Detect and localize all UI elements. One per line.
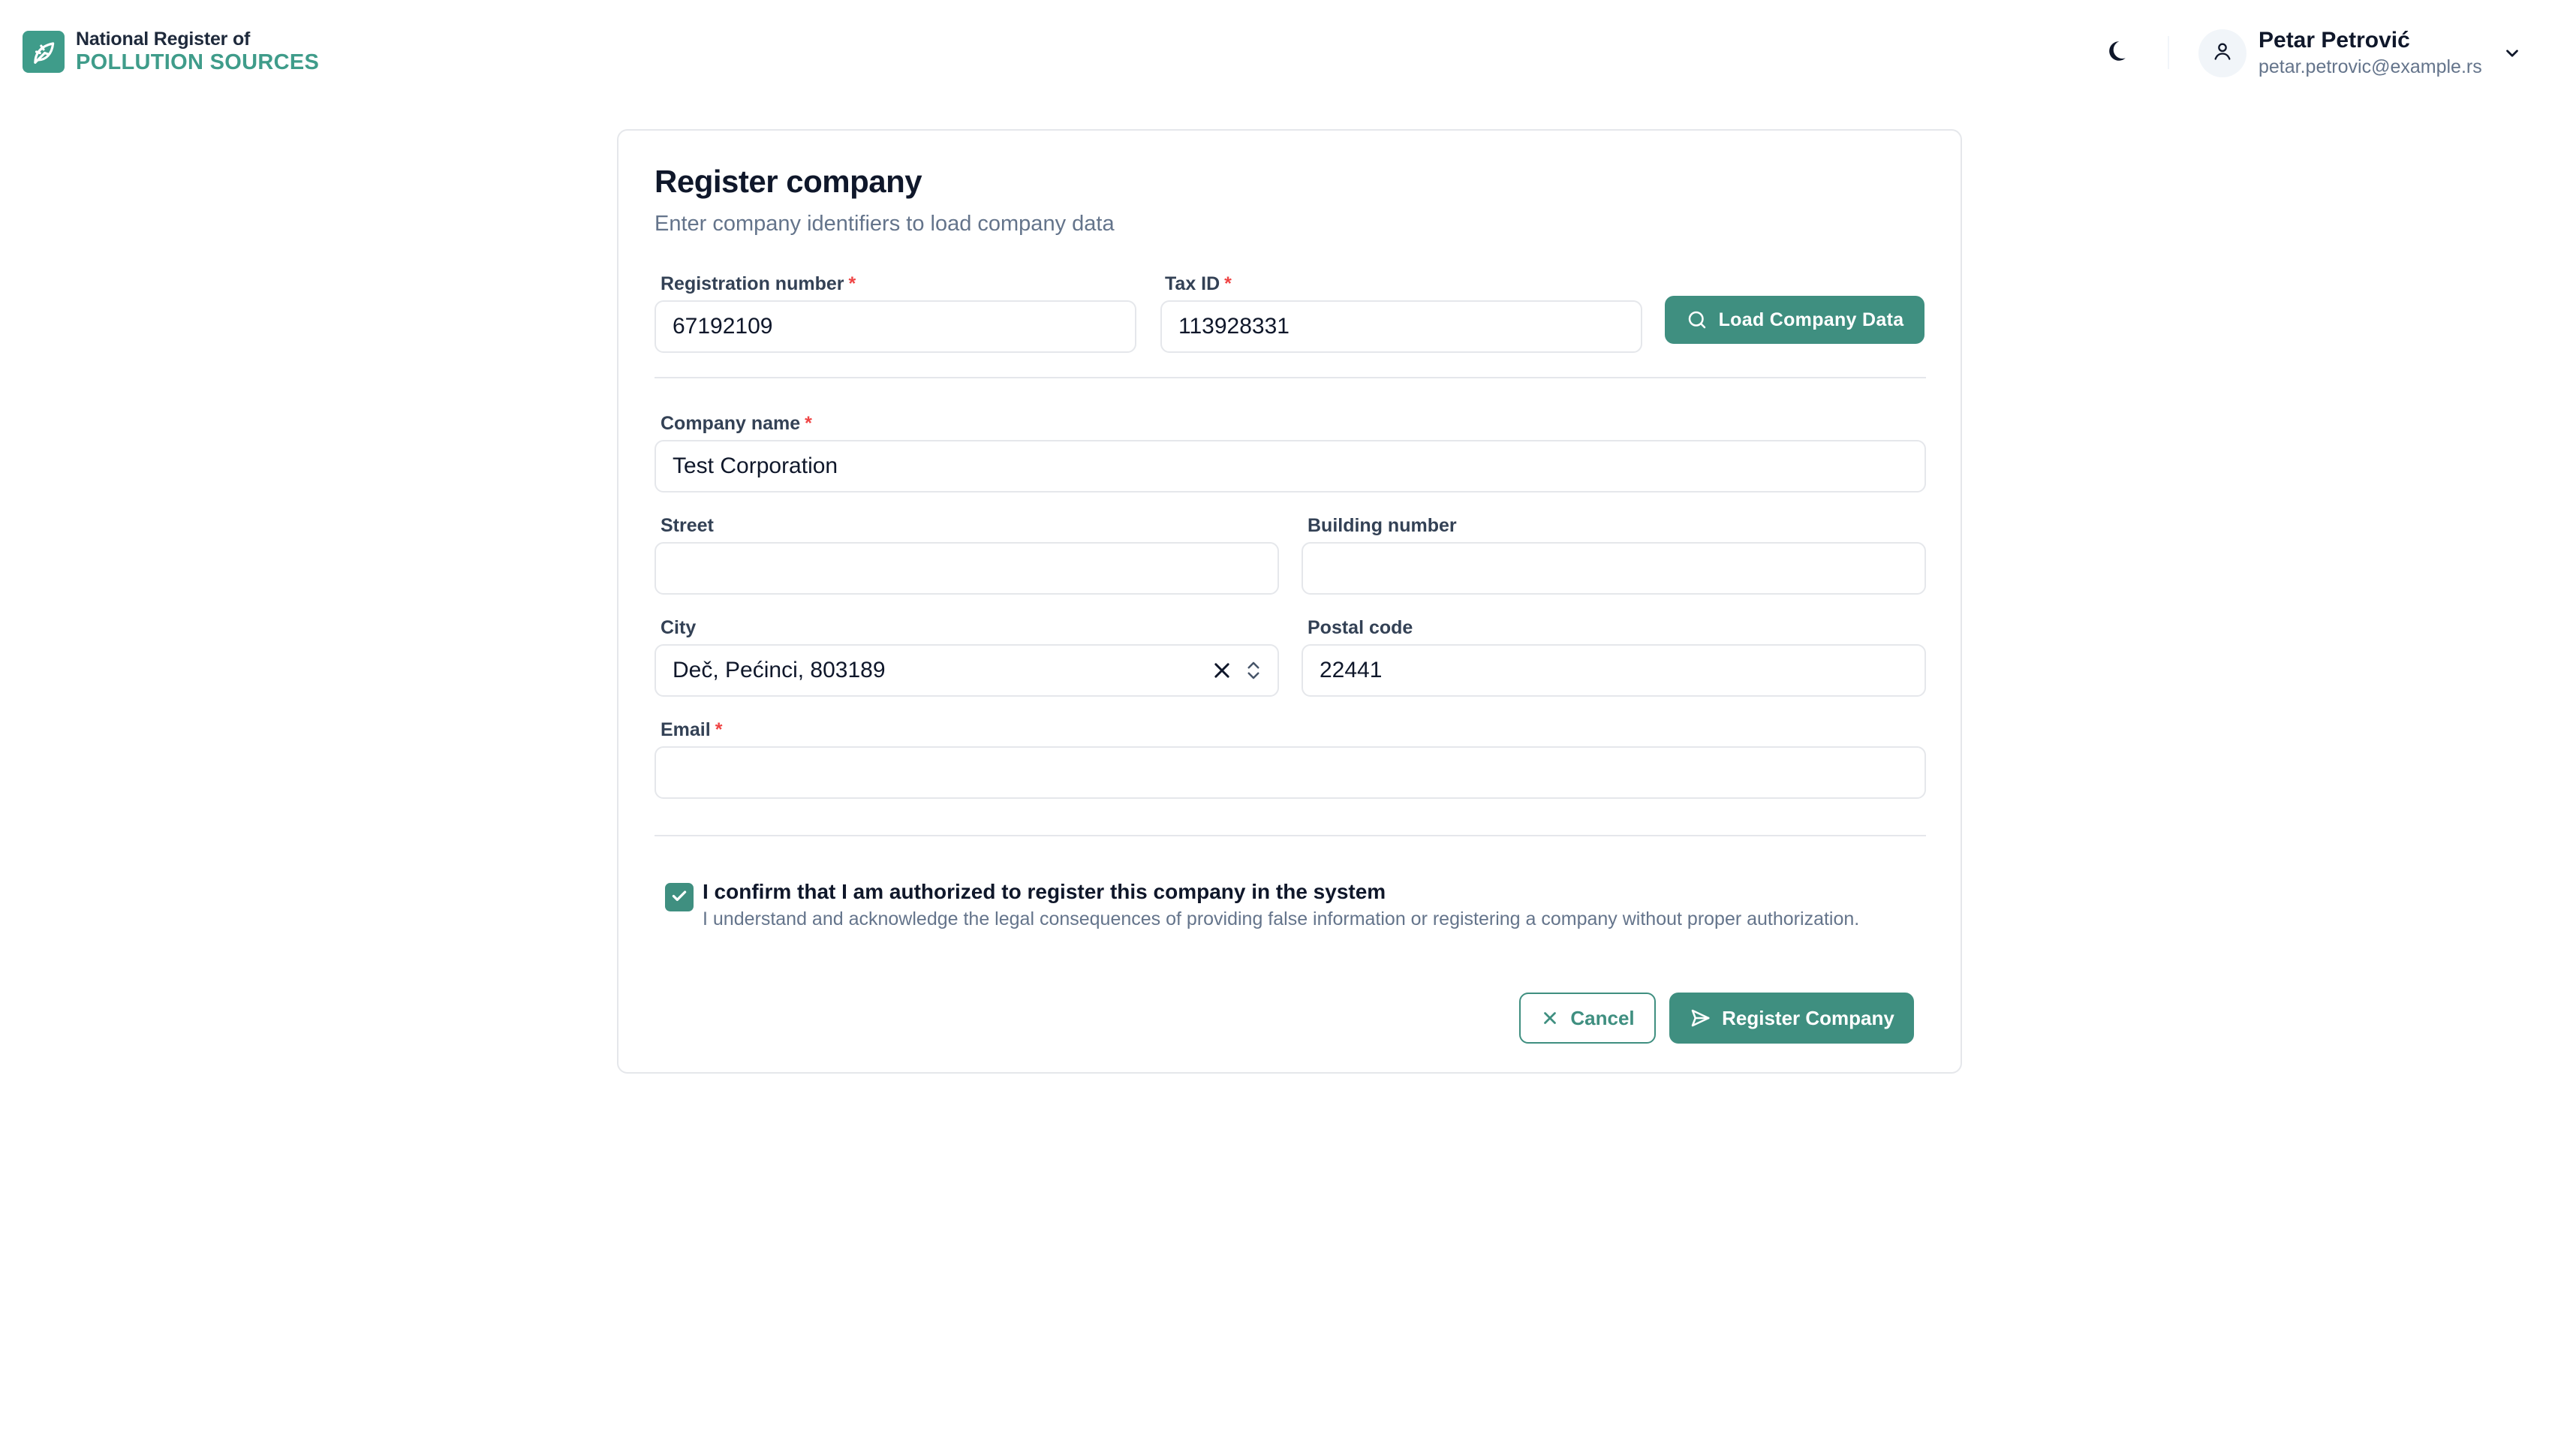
required-marker: * <box>1224 273 1232 294</box>
tax-id-label <box>1165 273 1232 295</box>
city-select[interactable] <box>655 644 1279 697</box>
authorization-checkbox[interactable] <box>665 883 694 911</box>
postal-code-label: Postal code <box>1308 617 1413 638</box>
user-menu[interactable] <box>2198 28 2524 78</box>
logo-subtitle: POLLUTION SOURCES <box>76 50 320 74</box>
avatar <box>2198 29 2246 77</box>
section-divider <box>655 377 1926 378</box>
building-number-input[interactable] <box>1302 542 1926 595</box>
check-icon <box>670 886 689 909</box>
send-icon <box>1689 1007 1711 1029</box>
cancel-button[interactable] <box>1519 993 1656 1044</box>
register-company-label: Register Company <box>1722 1006 1894 1029</box>
user-name: Petar Petrović <box>2259 28 2410 53</box>
close-icon <box>1540 1008 1560 1028</box>
tax-id-value: 113928331 <box>1178 314 1290 339</box>
email-label <box>661 719 722 741</box>
building-number-label: Building number <box>1308 515 1457 536</box>
register-company-card <box>617 129 1962 1074</box>
logo[interactable] <box>23 30 319 74</box>
section-divider <box>655 835 1926 836</box>
header-divider <box>2168 36 2169 69</box>
user-email: petar.petrovic@example.rs <box>2259 56 2482 77</box>
theme-toggle-button[interactable] <box>2099 36 2132 69</box>
page-title: Register company <box>655 164 922 199</box>
registration-number-label-text: Registration number <box>661 273 844 294</box>
company-name-label-text: Company name <box>661 413 801 434</box>
logo-title: National Register of <box>76 29 251 50</box>
cancel-label: Cancel <box>1570 1006 1635 1029</box>
required-marker: * <box>848 273 856 294</box>
app-header <box>0 0 2576 105</box>
register-company-button[interactable] <box>1669 993 1914 1044</box>
load-company-data-label: Load Company Data <box>1718 309 1904 330</box>
chevron-down-icon[interactable] <box>2500 41 2524 65</box>
user-icon <box>2212 41 2233 65</box>
moon-icon <box>2103 38 2129 68</box>
postal-code-input[interactable] <box>1302 644 1926 697</box>
company-name-label <box>661 413 812 435</box>
authorization-description: I understand and acknowledge the legal consequences of providing false information or registering a company without proper authorization. <box>703 908 1860 929</box>
required-marker: * <box>715 719 723 740</box>
street-label: Street <box>661 515 714 536</box>
registration-number-input[interactable] <box>655 300 1136 353</box>
leaf-icon <box>23 31 65 73</box>
required-marker: * <box>805 413 812 434</box>
email-label-text: Email <box>661 719 711 740</box>
city-label: City <box>661 617 697 638</box>
load-company-data-button[interactable] <box>1665 296 1924 344</box>
city-value: Deč, Pećinci, 803189 <box>673 658 886 682</box>
registration-number-value: 67192109 <box>673 314 773 339</box>
authorization-label[interactable]: I confirm that I am authorized to register this company in the system <box>703 880 1386 903</box>
email-input[interactable] <box>655 746 1926 799</box>
postal-code-value: 22441 <box>1320 658 1383 682</box>
close-icon[interactable] <box>1207 655 1237 685</box>
company-name-value: Test Corporation <box>673 453 838 478</box>
tax-id-input[interactable] <box>1160 300 1642 353</box>
street-input[interactable] <box>655 542 1279 595</box>
search-icon <box>1686 309 1708 331</box>
company-name-input[interactable] <box>655 440 1926 493</box>
registration-number-label <box>661 273 856 295</box>
chevron-up-down-icon[interactable] <box>1240 655 1267 685</box>
tax-id-label-text: Tax ID <box>1165 273 1220 294</box>
page-subtitle: Enter company identifiers to load company data <box>655 212 1115 236</box>
